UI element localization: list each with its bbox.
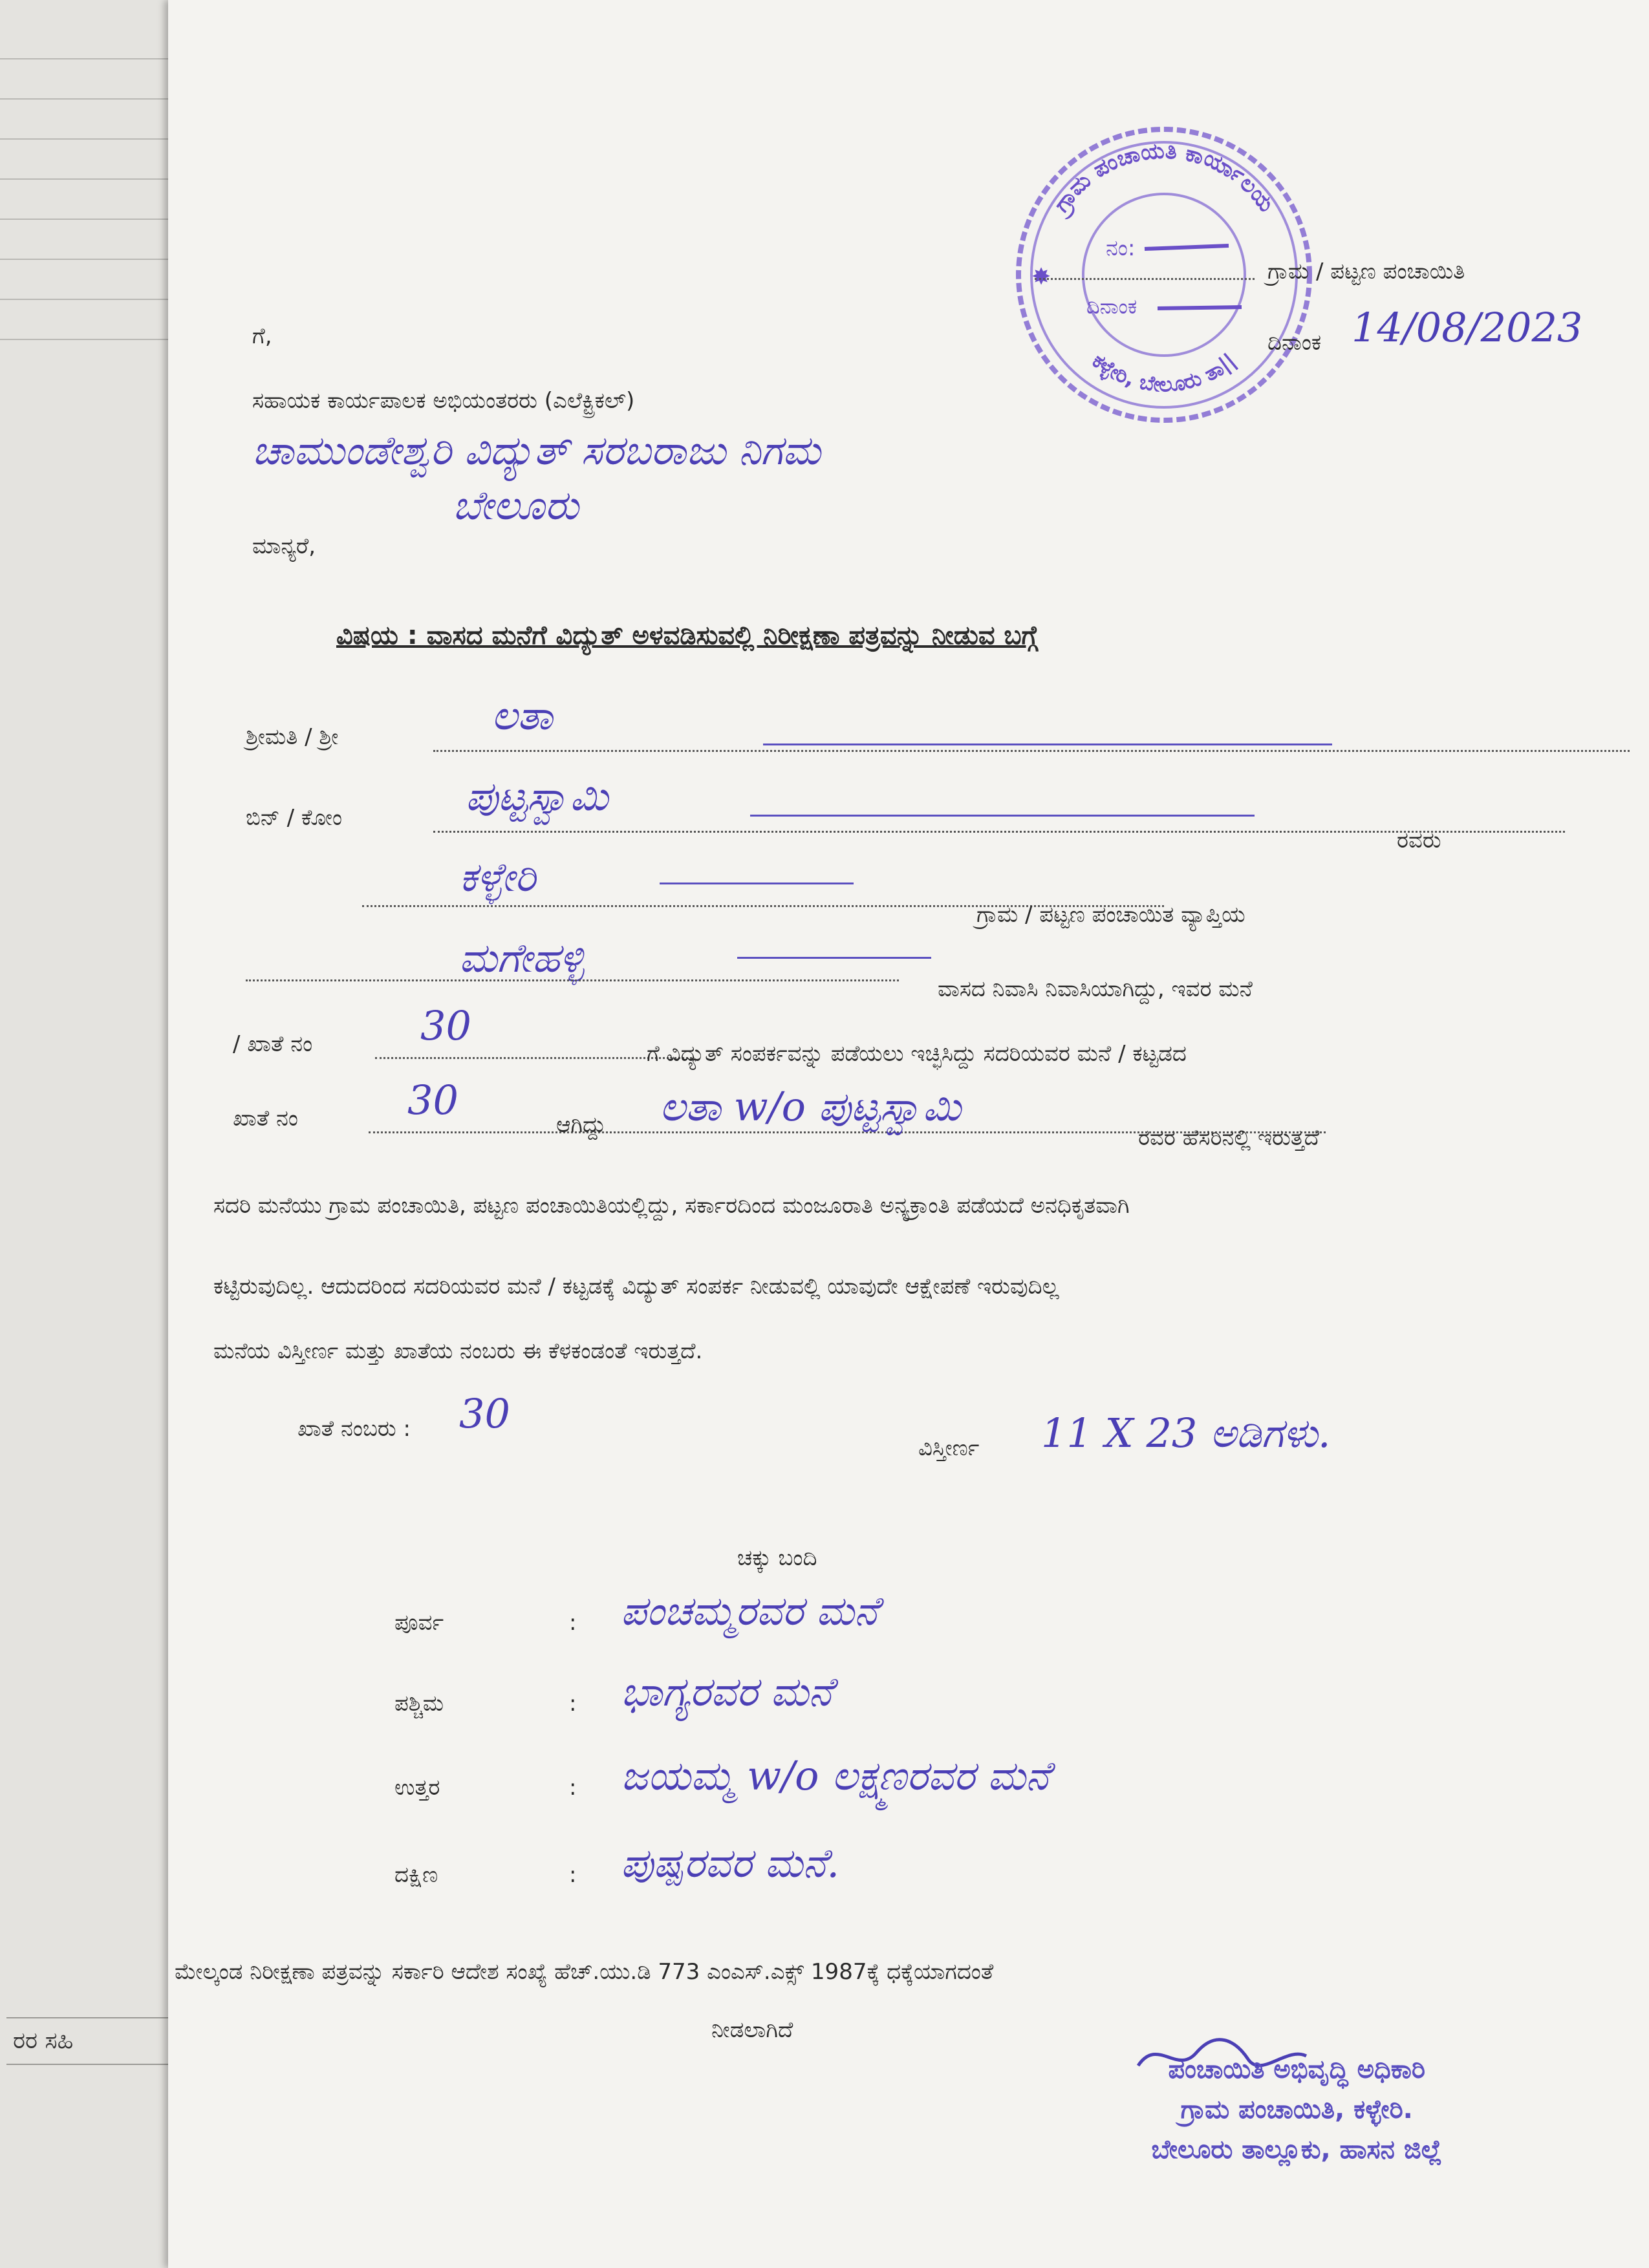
para-line-1: ಸದರಿ ಮನೆಯು ಗ್ರಾಮ ಪಂಚಾಯಿತಿ, ಪಟ್ಟಣ ಪಂಚಾಯಿತಿಯಲ್ಲಿದ್ದು, ಸರ್ಕಾರದಿಂದ ಮಂಜೂರಾತಿ ಅನ್ಯಕ್ರಾಂತಿ ಪಡೆಯದೆ ಅನಧಿಕೃತವಾಗಿ — [213, 1193, 1130, 1219]
addressee-place: ಬೇಲೂರು — [453, 482, 579, 529]
stamp-star-icon: ✸ — [1031, 264, 1051, 290]
boundary-east-value: ಪಂಚಮ್ಮರವರ ಮನೆ — [621, 1587, 878, 1634]
owner-value: ಲತಾ w/o ಪುಟ್ಟಸ್ವಾಮಿ — [660, 1083, 962, 1130]
stamp-bottom-text: ಕಳ್ಳೇರಿ, ಬೇಲೂರು ತಾ|| — [1087, 348, 1241, 398]
para-line-3: ಮನೆಯ ವಿಸ್ತೀರ್ಣ ಮತ್ತು ಖಾತೆಯ ನಂಬರು ಈ ಕೆಳಕಂಡಂತೆ ಇರುತ್ತದೆ. — [213, 1338, 703, 1364]
header-date-value: 14/08/2023 — [1352, 304, 1583, 351]
header-panchayat: ಗ್ರಾಮ / ಪಟ್ಟಣ ಪಂಚಾಯಿತಿ — [1267, 259, 1465, 284]
header-date-label: ದಿನಾಂಕ — [1267, 330, 1322, 356]
boundary-south-colon: : — [569, 1862, 577, 1888]
noc-letter-page — [168, 0, 1649, 2268]
panchayat-line: ಗ್ರಾಮ / ಪಟ್ಟಣ ಪಂಚಾಯಿತ ವ್ಯಾಪ್ತಿಯ — [976, 902, 1245, 928]
para-line-2: ಕಟ್ಟಿರುವುದಿಲ್ಲ. ಆದುದರಿಂದ ಸದರಿಯವರ ಮನೆ / ಕಟ್ಟಡಕ್ಕೆ ವಿದ್ಯುತ್ ಸಂಪರ್ಕ ನೀಡುವಲ್ಲಿ ಯಾವುದೇ ಆಕ್ಷೇಪಣೆ ಇರುವುದಿಲ್ಲ — [213, 1274, 1059, 1300]
signature-title: ಪಂಚಾಯಿತಿ ಅಭಿವೃದ್ಧಿ ಅಧಿಕಾರಿ — [1168, 2055, 1426, 2084]
boundaries-title: ಚಕ್ಕು ಬಂದಿ — [737, 1545, 817, 1571]
boundary-north-value: ಜಯಮ್ಮ w/o ಲಕ್ಷ್ಮಣರವರ ಮನೆ — [621, 1752, 1050, 1799]
boundary-south-label: ದಕ್ಷಿಣ — [394, 1862, 438, 1888]
signature-office: ಗ್ರಾಮ ಪಂಚಾಯಿತಿ, ಕಳ್ಳೇರಿ. — [1180, 2095, 1413, 2124]
to-label: ಗೆ, — [252, 323, 272, 349]
signature-district: ಬೇಲೂರು ತಾಲ್ಲೂಕು, ಹಾಸನ ಜಿಲ್ಲೆ — [1151, 2135, 1442, 2165]
boundary-east-colon: : — [569, 1610, 577, 1636]
stamp-date-label: ದಿನಾಂಕ — [1086, 294, 1137, 319]
boundary-east-label: ಪೂರ್ವ — [394, 1610, 444, 1636]
boundary-north-colon: : — [569, 1775, 577, 1801]
boundary-south-value: ಪುಷ್ಪರವರ ಮನೆ. — [621, 1839, 840, 1887]
request-line: ಗೆ ವಿದ್ಯುತ್ ಸಂಪರ್ಕವನ್ನು ಪಡೆಯಲು ಇಚ್ಛಿಸಿದ್ದು ಸದರಿಯವರ ಮನೆ / ಕಟ್ಟಡದ — [647, 1041, 1187, 1067]
house-no-value: 30 — [420, 1002, 471, 1049]
subject-line: ವಿಷಯ : ವಾಸದ ಮನೆಗೆ ವಿದ್ಯುತ್ ಅಳವಡಿಸುವಲ್ಲಿ ನಿರೀಕ್ಷಣಾ ಪತ್ರವನ್ನು ನೀಡುವ ಬಗ್ಗೆ — [336, 621, 1039, 650]
khata-number-label: ಖಾತೆ ನಂಬರು : — [297, 1416, 411, 1442]
boundary-west-colon: : — [569, 1691, 577, 1717]
boundary-north-label: ಉತ್ತರ — [394, 1775, 440, 1801]
stamp-no-label: ನಂ: — [1106, 235, 1136, 261]
owner-tail-line: ರವರ ಹೆಸರಿನಲ್ಲಿ ಇರುತ್ತದೆ — [1138, 1125, 1320, 1151]
khata-value: 30 — [407, 1076, 458, 1124]
relation-label: ಬಿನ್ / ಕೋಂ — [246, 805, 343, 831]
village-value: ಕಳ್ಳೇರಿ — [459, 853, 536, 901]
addressee-org: ಚಾಮುಂಡೇಶ್ವರಿ ವಿದ್ಯುತ್ ಸರಬರಾಜು ನಿಗಮ — [252, 427, 821, 474]
hamlet-value: ಮಗೇಹಳ್ಳಿ — [459, 934, 585, 981]
addressee-title: ಸಹಾಯಕ ಕಾರ್ಯಪಾಲಕ ಅಭಿಯಂತರರು (ಎಲೆಕ್ಟ್ರಿಕಲ್) — [252, 388, 635, 414]
stamp-top-text: ಗ್ರಾಮ ಪಂಚಾಯತಿ ಕಾರ್ಯಾಲಯ — [1048, 138, 1280, 217]
area-value: 11 X 23 ಅಡಿಗಳು. — [1041, 1409, 1331, 1457]
closing-line-1: ಮೇಲ್ಕಂಡ ನಿರೀಕ್ಷಣಾ ಪತ್ರವನ್ನು ಸರ್ಕಾರಿ ಆದೇಶ ಸಂಖ್ಯೆ ಹೆಚ್.ಯು.ಡಿ 773 ಎಂಎಸ್.ಎಕ್ಸ್ 1987ಕ್ಕೆ ಧಕ್ಕೆಯಾಗದಂತೆ — [175, 1959, 994, 1985]
khata-number-value: 30 — [459, 1390, 510, 1437]
background-sheet-label: ರರ ಸಹಿ — [6, 2017, 246, 2065]
salutation: ಮಾನ್ಯರೆ, — [252, 533, 316, 559]
khata-label: ಖಾತೆ ನಂ — [233, 1106, 298, 1131]
signature-block — [1152, 2049, 1442, 2170]
agiddu-label: ಆಗಿದ್ದು — [556, 1112, 606, 1138]
house-no-label: / ಖಾತೆ ನಂ — [233, 1031, 313, 1057]
name-label: ಶ್ರೀಮತಿ / ಶ್ರೀ — [246, 724, 339, 750]
closing-line-2: ನೀಡಲಾಗಿದೆ — [711, 2017, 793, 2043]
boundary-west-value: ಭಾಗ್ಯರವರ ಮನೆ — [621, 1668, 833, 1715]
area-label: ವಿಸ್ತೀರ್ಣ — [918, 1435, 980, 1461]
resident-line: ವಾಸದ ನಿವಾಸಿ ನಿವಾಸಿಯಾಗಿದ್ದು, ಇವರ ಮನೆ — [938, 976, 1253, 1002]
ravaru-label: ರವರು — [1397, 828, 1441, 853]
name-value: ಲತಾ — [491, 692, 553, 739]
boundary-west-label: ಪಶ್ಚಿಮ — [394, 1691, 444, 1717]
relation-value: ಪುಟ್ಟಸ್ವಾಮಿ — [466, 773, 609, 820]
